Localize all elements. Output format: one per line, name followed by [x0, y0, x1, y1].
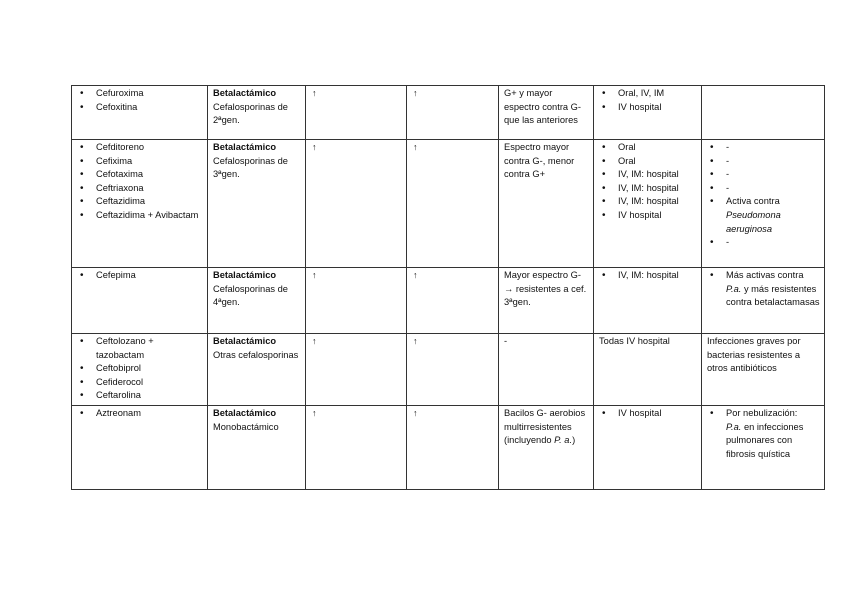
spectrum-cell — [499, 405, 594, 489]
up-arrow-icon: ↑ — [413, 88, 418, 98]
drug-item: • Cefixima — [77, 155, 203, 169]
note-text: Activa contra — [726, 196, 780, 207]
spectrum-cell — [499, 268, 594, 334]
up-arrow-icon: ↑ — [312, 336, 317, 346]
spectrum-text: Mayor espectro G- → resistentes a cef. 3ªgen. — [504, 270, 587, 308]
table-row — [72, 405, 825, 489]
up-arrow-icon: ↑ — [312, 142, 317, 152]
drug-item: • Cefotaxima — [77, 168, 203, 182]
drug-item: • Cefepima — [77, 269, 203, 283]
notes-cell — [702, 405, 825, 489]
route-item: • Oral — [599, 141, 697, 155]
column-4-cell — [407, 334, 499, 406]
up-arrow-icon: ↑ — [413, 270, 418, 280]
column-3-cell — [306, 86, 407, 140]
note-item — [707, 269, 820, 310]
notes-cell — [702, 86, 825, 140]
class-cell — [208, 140, 306, 268]
drug-cell — [72, 334, 208, 406]
drug-cell — [72, 86, 208, 140]
route-cell — [594, 140, 702, 268]
class-sub: Cefalosporinas de 3ªgen. — [213, 155, 288, 180]
route-cell — [594, 334, 702, 406]
column-4-cell — [407, 86, 499, 140]
spectrum-text: Bacilos G- aerobios multirresistentes (incluyendo — [504, 407, 586, 446]
class-sub: Cefalosporinas de 2ªgen. — [213, 101, 288, 126]
route-item: • IV, IM: hospital — [599, 182, 697, 196]
up-arrow-icon: ↑ — [413, 336, 418, 346]
route-cell — [594, 86, 702, 140]
note-text: y más resistentes contra betalactamasas — [726, 283, 820, 308]
spectrum-italic: P. a. — [554, 435, 573, 446]
spectrum-cell — [499, 86, 594, 140]
column-4-cell — [407, 268, 499, 334]
note-italic: Pseudomona aeruginosa — [726, 209, 781, 234]
spectrum-text: G+ y mayor espectro contra G- que las anteriores — [504, 88, 581, 126]
route-cell — [594, 268, 702, 334]
drug-cell — [72, 268, 208, 334]
table-row — [72, 140, 825, 268]
spectrum-text: Espectro mayor contra G-, menor contra G+ — [504, 142, 575, 180]
note-item — [707, 195, 820, 236]
spectrum-cell — [499, 140, 594, 268]
note-italic: P.a. — [726, 421, 742, 432]
note-item — [707, 407, 820, 461]
route-cell — [594, 405, 702, 489]
notes-cell — [702, 140, 825, 268]
column-4-cell — [407, 140, 499, 268]
spectrum-text: - — [504, 336, 508, 346]
drug-item: • Ceftobiprol — [77, 362, 203, 376]
column-3-cell — [306, 334, 407, 406]
up-arrow-icon: ↑ — [312, 88, 317, 98]
column-3-cell — [306, 140, 407, 268]
column-4-cell — [407, 405, 499, 489]
note-text: Por nebulización: — [726, 407, 798, 418]
note-item: • - — [707, 155, 820, 169]
drug-item: • Ceftolozano + tazobactam — [77, 335, 203, 362]
note-italic: P.a. — [726, 283, 742, 294]
note-item: • - — [707, 236, 820, 250]
spectrum-text-end: ) — [572, 435, 576, 446]
note-item: • - — [707, 182, 820, 196]
route-item: • IV hospital — [599, 101, 697, 115]
class-cell — [208, 405, 306, 489]
class-sub: Cefalosporinas de 4ªgen. — [213, 283, 288, 308]
column-3-cell — [306, 268, 407, 334]
notes-cell — [702, 334, 825, 406]
table-row — [72, 334, 825, 406]
drug-cell — [72, 405, 208, 489]
drug-item: • Aztreonam — [77, 407, 203, 421]
route-item: • Oral — [599, 155, 697, 169]
notes-text: Infecciones graves por bacterias resistentes a otros antibióticos — [707, 336, 801, 374]
up-arrow-icon: ↑ — [312, 407, 317, 418]
class-sub: Otras cefalosporinas — [213, 349, 299, 360]
spectrum-cell — [499, 334, 594, 406]
up-arrow-icon: ↑ — [312, 270, 317, 280]
antibiotic-table — [71, 85, 825, 490]
drug-item: • Cefditoreno — [77, 141, 203, 155]
drug-cell — [72, 140, 208, 268]
route-item: • IV, IM: hospital — [599, 168, 697, 182]
table-row — [72, 268, 825, 334]
class-bold: Betalactámico — [213, 88, 277, 98]
table-row — [72, 86, 825, 140]
note-text: en infecciones pulmonares con fibrosis quística — [726, 421, 804, 459]
class-bold: Betalactámico — [213, 270, 277, 280]
class-bold: Betalactámico — [213, 142, 277, 152]
drug-item: • Ceftazidima — [77, 195, 203, 209]
drug-item: • Ceftarolina — [77, 389, 203, 403]
class-cell — [208, 334, 306, 406]
note-item: • - — [707, 141, 820, 155]
drug-item: • Cefuroxima — [77, 87, 203, 101]
note-item: • - — [707, 168, 820, 182]
route-item: • IV, IM: hospital — [599, 195, 697, 209]
drug-item: • Cefoxitina — [77, 101, 203, 115]
notes-cell — [702, 268, 825, 334]
drug-item: • Ceftriaxona — [77, 182, 203, 196]
route-item: • IV hospital — [599, 407, 697, 421]
route-text: Todas IV hospital — [599, 336, 670, 346]
drug-item: • Ceftazidima + Avibactam — [77, 209, 203, 223]
route-item: • IV hospital — [599, 209, 697, 223]
route-item: • IV, IM: hospital — [599, 269, 697, 283]
up-arrow-icon: ↑ — [413, 142, 418, 152]
class-cell — [208, 86, 306, 140]
column-3-cell — [306, 405, 407, 489]
note-text: Más activas contra — [726, 270, 804, 280]
up-arrow-icon: ↑ — [413, 407, 418, 418]
class-sub: Monobactámico — [213, 421, 279, 432]
class-bold: Betalactámico — [213, 336, 277, 346]
class-cell — [208, 268, 306, 334]
route-item: • Oral, IV, IM — [599, 87, 697, 101]
class-bold: Betalactámico — [213, 407, 277, 418]
drug-item: • Cefiderocol — [77, 376, 203, 390]
